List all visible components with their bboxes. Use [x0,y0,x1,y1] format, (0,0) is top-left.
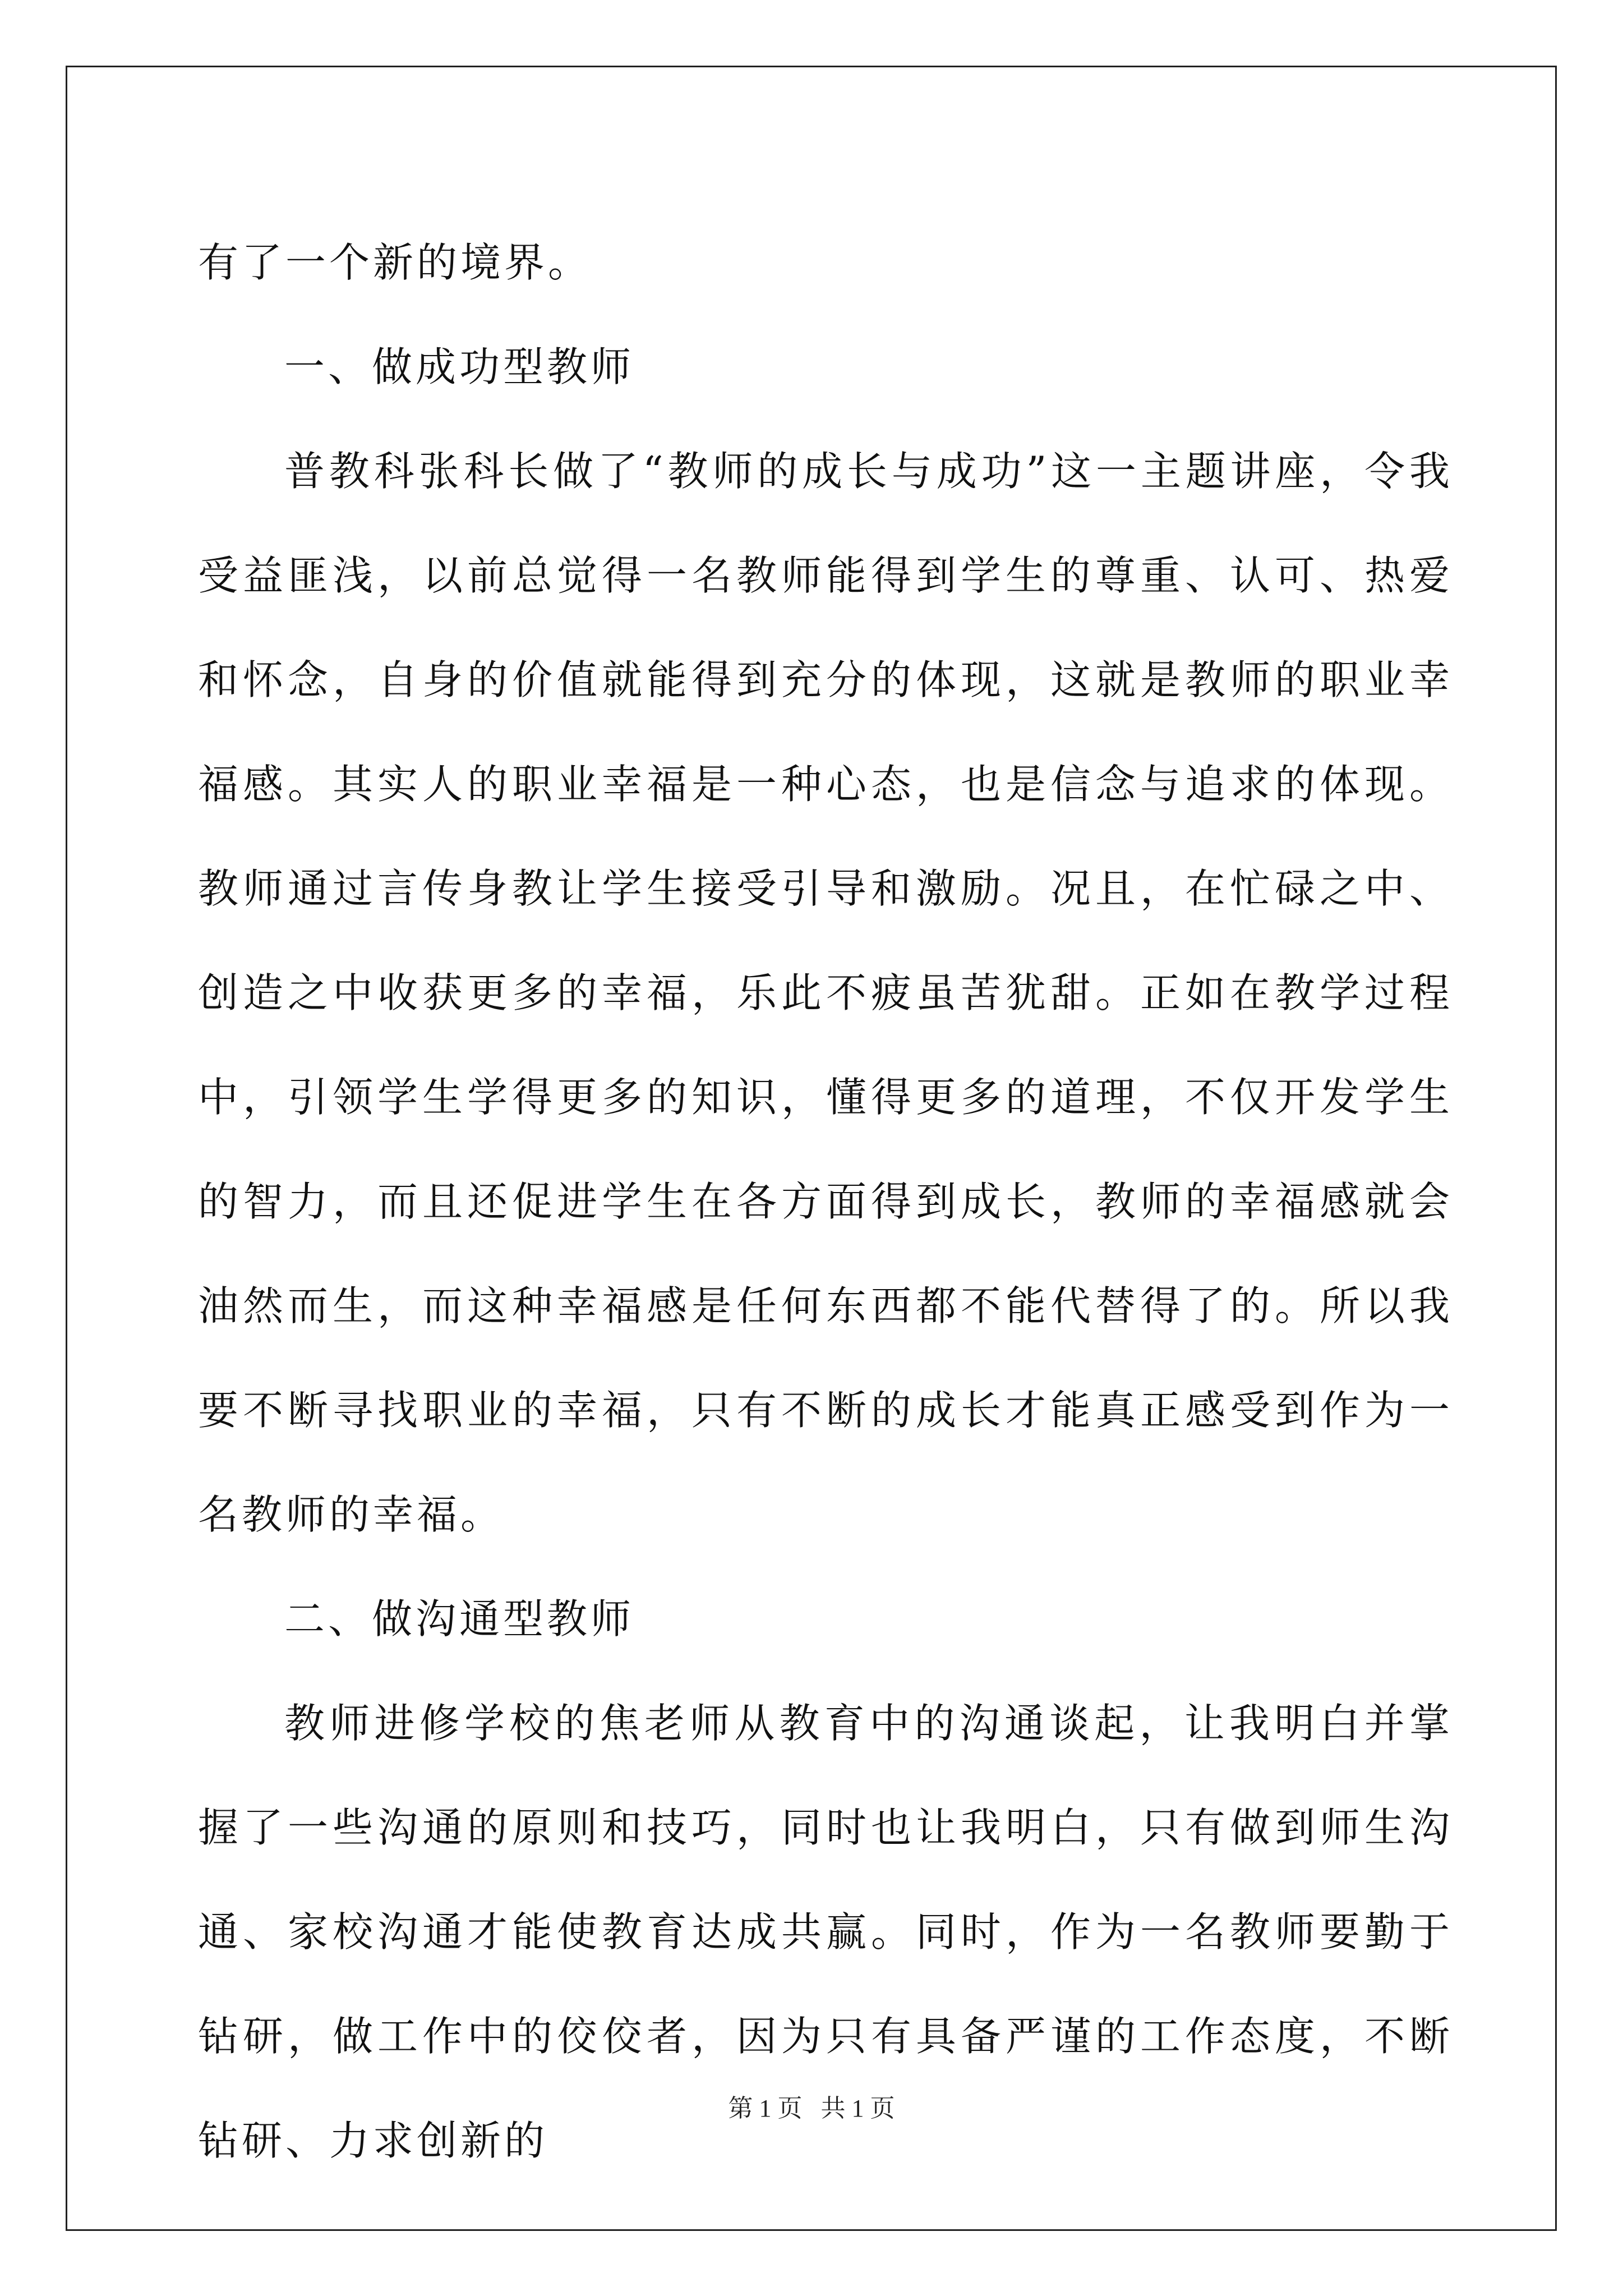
paragraph-communication-lecture: 教师进修学校的焦老师从教育中的沟通谈起，让我明白并掌握了一些沟通的原则和技巧，同时也让我明白，只有做到师生沟通、家校沟通才能使教育达成共赢。同时，作为一名教师要勤于钻研，做工作中的佼佼者，因为只有具备严谨的工作态度，不断钻研、力求创新的 [198,1700,1453,2164]
paragraph-continuation: 有了一个新的境界。 [198,239,592,286]
section-heading-successful-teacher: 一、做成功型教师 [284,343,635,390]
document-body [198,210,1453,2193]
section-heading-communicative-teacher: 二、做沟通型教师 [284,1595,635,1642]
page-number-footer: 第 1 页 共 1 页 [728,2095,895,2122]
paragraph-success-lecture: 普教科张科长做了“教师的成长与成功”这一主题讲座，令我受益匪浅，以前总觉得一名教师能得到学生的尊重、认可、热爱和怀念，自身的价值就能得到充分的体现，这就是教师的职业幸福感。其实人的职业幸福是一种心态，也是信念与追求的体现。教师通过言传身教让学生接受引导和激励。况且，在忙碌之中、创造之中收获更多的幸福，乐此不疲虽苦犹甜。正如在教学过程中，引领学生学得更多的知识，懂得更多的道理，不仅开发学生的智力，而且还促进学生在各方面得到成长，教师的幸福感就会油然而生，而这种幸福感是任何东西都不能代替得了的。所以我要不断寻找职业的幸福，只有不断的成长才能真正感受到作为一名教师的幸福。 [198,448,1453,1538]
